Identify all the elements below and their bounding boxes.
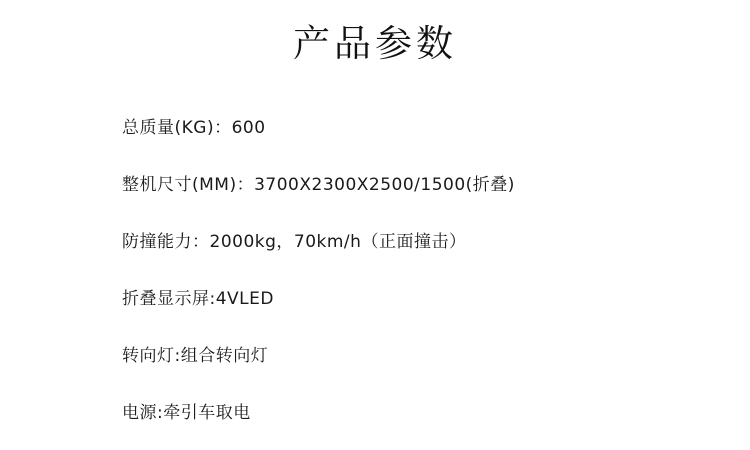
list-item: 防撞能力：2000kg，70km/h（正面撞击） (122, 232, 467, 253)
list-item: 折叠显示屏:4VLED (122, 289, 274, 310)
spec-list (0, 100, 750, 442)
list-item: 总质量(KG)：600 (122, 118, 266, 139)
page-title: 产品参数 (293, 22, 457, 65)
list-item: 电源:牵引车取电 (122, 403, 251, 424)
list-item: 整机尺寸(MM)：3700X2300X2500/1500(折叠) (122, 175, 515, 196)
list-item: 转向灯:组合转向灯 (122, 346, 269, 367)
